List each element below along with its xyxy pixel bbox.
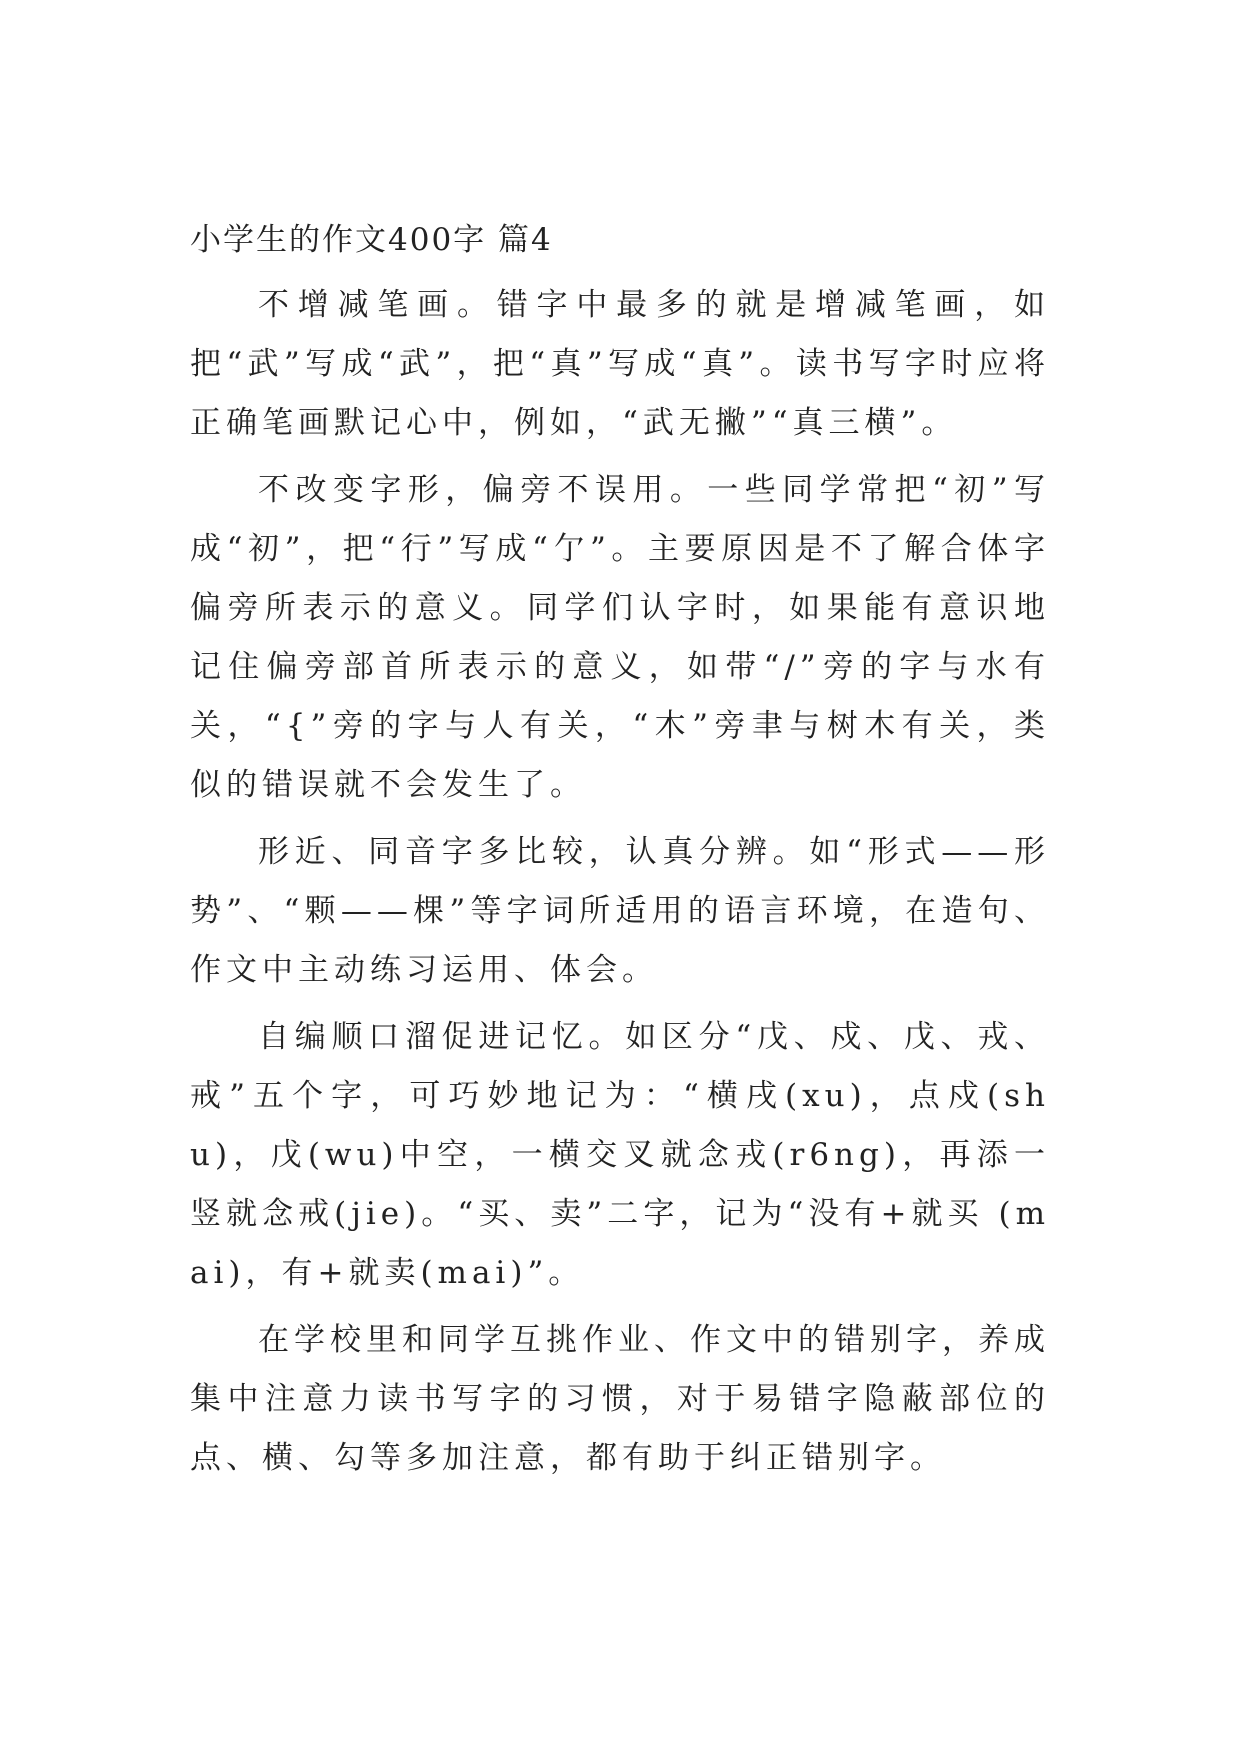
document-page bbox=[190, 218, 1050, 1496]
paragraph: 不改变字形，偏旁不误用。一些同学常把“初”写成“初”，把“行”写成“亇”。主要原因是不了解合体字偏旁所表示的意义。同学们认字时，如果能有意识地记住偏旁部首所表示的意义，如带“/”旁的字与水有关，“{”旁的字与人有关，“木”旁聿与树木有关，类似的错误就不会发生了。 bbox=[190, 472, 1050, 803]
document-title: 小学生的作文400字 篇4 bbox=[190, 222, 553, 258]
paragraph: 形近、同音字多比较，认真分辨。如“形式——形势”、“颗——棵”等字词所适用的语言环境，在造句、作文中主动练习运用、体会。 bbox=[190, 834, 1050, 988]
paragraph: 不增减笔画。错字中最多的就是增减笔画，如把“武”写成“武”，把“真”写成“真”。读书写字时应将正确笔画默记心中，例如，“武无撇”“真三横”。 bbox=[190, 287, 1050, 441]
paragraph: 在学校里和同学互挑作业、作文中的错别字，养成集中注意力读书写字的习惯，对于易错字隐蔽部位的点、横、勾等多加注意，都有助于纠正错别字。 bbox=[190, 1322, 1050, 1476]
paragraph: 自编顺口溜促进记忆。如区分“戊、戍、戊、戎、戒”五个字，可巧妙地记为：“横戌(xu)，点戍(shu)，戊(wu)中空，一横交叉就念戎(r6ng)，再添一竖就念戒(jie)。“买、卖”二字，记为“没有+就买 (mai)，有+就卖(mai)”。 bbox=[190, 1019, 1050, 1291]
